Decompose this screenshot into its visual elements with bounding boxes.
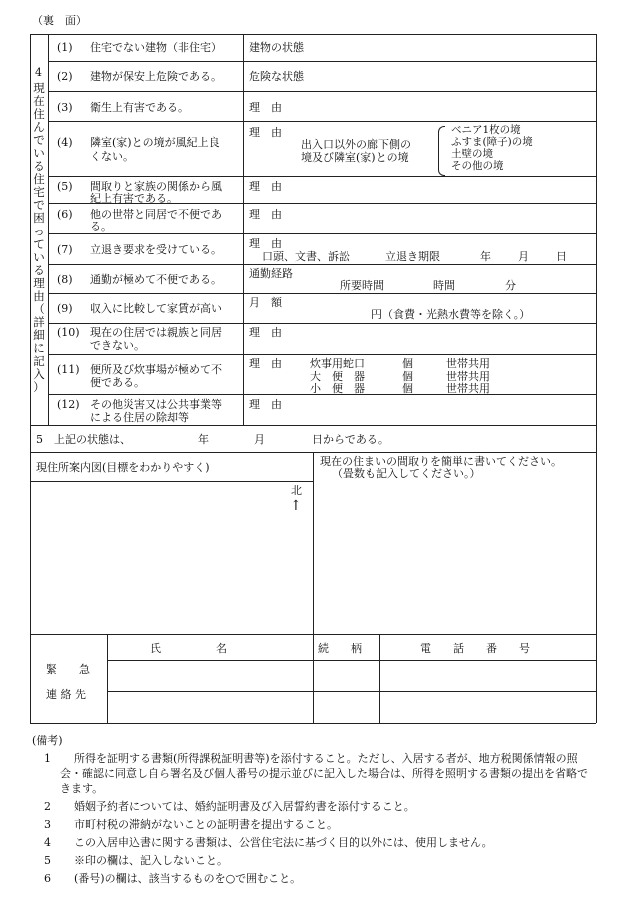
note-6-num: 6: [44, 872, 51, 885]
row-11-detail: 理 由: [249, 357, 282, 370]
vertical-title-char: 住: [33, 172, 45, 186]
note-2-num: 2: [44, 800, 51, 813]
row-10-label-line1: 現在の住居では親族と同居: [90, 326, 222, 339]
note-1-line1: 所得を証明する書類(所得課税証明書等)を添付すること。ただし、入居する者が、地方税関係情報の照: [74, 752, 578, 765]
facility-3-shared: 世帯共用: [446, 382, 490, 395]
side-label: （裏 面）: [32, 14, 87, 27]
row-12-num: (12): [57, 398, 80, 411]
note-3-num: 3: [44, 818, 51, 831]
vertical-title-char: 住: [33, 107, 45, 121]
row-4-sub-left-2: 境及び隣室(家)との境: [301, 151, 409, 164]
row-7-label: 立退き要求を受けている。: [90, 243, 222, 256]
vertical-title-char: 現: [33, 81, 45, 95]
row-11-label-line1: 便所及び炊事場が極めて不: [90, 363, 222, 376]
row-6-num: (6): [57, 208, 73, 221]
vertical-title-char: 由: [33, 289, 45, 303]
section5-year: 年: [198, 433, 209, 446]
contact-2-phone-field[interactable]: [380, 692, 595, 722]
vertical-title-char: い: [33, 250, 45, 264]
vertical-title-char: て: [33, 237, 45, 251]
row-7-sub-methods: 口頭、文書、訴訟: [262, 250, 350, 263]
row-3-label: 衛生上有害である。: [90, 101, 189, 114]
row-7-detail: 理 由: [249, 237, 282, 250]
row-8-sub-time: 所要時間: [340, 279, 384, 292]
row-3-num: (3): [57, 101, 73, 114]
row-4-sub-right-3: 土壁の境: [451, 148, 493, 160]
row-2-num: (2): [57, 70, 73, 83]
row-8-label: 通勤が極めて不便である。: [90, 273, 222, 286]
row-4-sub-right-2: ふすま(障子)の境: [451, 136, 533, 148]
emergency-label-line1: 緊 急: [46, 663, 90, 676]
row-11-label-line2: 便である。: [90, 376, 145, 389]
map-right-title-line1: 現在の住まいの間取りを簡単に書いてください。: [320, 455, 562, 468]
vertical-title-char: 在: [33, 94, 45, 108]
vertical-title-char: 困: [33, 211, 45, 225]
section4-number: 4: [35, 66, 42, 79]
row-7-num: (7): [57, 243, 73, 256]
vertical-title-char: っ: [33, 224, 45, 238]
vertical-title-char: で: [33, 198, 45, 212]
facility-2-unit: 個: [402, 370, 413, 383]
row-9-sub: 円（食費・光熱水費等を除く。）: [371, 308, 531, 321]
row-5-label-line2: 紀上有害である。: [90, 192, 178, 205]
vertical-title-char: （: [33, 302, 45, 316]
row-1-label: 住宅でない建物（非住宅）: [90, 41, 222, 54]
note-5-num: 5: [44, 854, 51, 867]
row-9-num: (9): [57, 302, 73, 315]
row-4-label-line2: くない。: [90, 150, 134, 163]
row-8-detail: 通勤経路: [249, 267, 293, 280]
row-8-sub-minutes: 分: [505, 279, 516, 292]
row-10-detail: 理 由: [249, 326, 282, 339]
row-1-num: (1): [57, 41, 73, 54]
note-1-line3: きます。: [60, 782, 104, 795]
row-9-detail: 月 額: [249, 296, 282, 309]
section5-prefix: 5 上記の状態は、: [36, 433, 131, 446]
vertical-title-char: に: [33, 341, 45, 355]
section5-suffix: 日からである。: [312, 433, 389, 446]
header-name: 氏 名: [150, 642, 227, 655]
vertical-title-char: 理: [33, 276, 45, 290]
row-4-sub-right-4: その他の境: [451, 160, 504, 172]
vertical-title-char: で: [33, 133, 45, 147]
row-6-detail: 理 由: [249, 208, 282, 221]
row-5-num: (5): [57, 180, 73, 193]
note-5-line1: ※印の欄は、記入しないこと。: [74, 854, 228, 867]
row-7-sub-deadline: 立退き期限: [385, 250, 440, 263]
vertical-title-char: ）: [33, 380, 45, 394]
header-relation: 続 柄: [318, 642, 362, 655]
notes-title: (備考): [32, 734, 63, 747]
facility-2-shared: 世帯共用: [446, 370, 490, 383]
row-9-label: 収入に比較して家賃が高い: [90, 302, 222, 315]
contact-1-name-field[interactable]: [108, 661, 312, 690]
row-4-sub-right-1: ベニア1枚の境: [451, 124, 521, 136]
facility-1-unit: 個: [402, 357, 413, 370]
row-1-detail: 建物の状態: [249, 41, 304, 54]
row-4-label-line1: 隣室(家)との境が風紀上良: [90, 136, 220, 149]
row-5-label-line1: 間取りと家族の関係から風: [90, 180, 222, 193]
row-7-sub-day: 日: [556, 250, 567, 263]
vertical-title-char: い: [33, 146, 45, 160]
facility-1-name: 炊事用蛇口: [310, 357, 365, 370]
row-2-detail: 危険な状態: [249, 70, 304, 83]
floorplan-drawing-area[interactable]: [314, 482, 595, 633]
contact-2-relation-field[interactable]: [314, 692, 378, 722]
note-1-line2: 会・確認に同意し自ら署名及び個人番号の提示並びに記入した場合は、所得を照明する書類の提出を省略で: [60, 767, 588, 780]
note-4-line1: この入居申込書に関する書類は、公営住宅法に基づく目的以外には、使用しません。: [74, 836, 493, 849]
note-6-line1: (番号)の欄は、該当するものを○で囲むこと。: [74, 872, 302, 885]
row-12-label-line1: その他災害又は公共事業等: [90, 398, 222, 411]
facility-3-name: 小 便 器: [310, 382, 365, 395]
vertical-title-char: る: [33, 263, 45, 277]
facility-2-name: 大 便 器: [310, 370, 365, 383]
row-3-detail: 理 由: [249, 101, 282, 114]
contact-1-phone-field[interactable]: [380, 661, 595, 690]
map-right-title-line2: （畳数も記入してください。）: [332, 467, 481, 480]
header-phone: 電 話 番 号: [420, 642, 530, 655]
vertical-title-char: 細: [33, 328, 45, 342]
note-3-line1: 市町村税の滞納がないことの証明書を提出すること。: [74, 818, 338, 831]
note-4-num: 4: [44, 836, 51, 849]
vertical-title-char: る: [33, 159, 45, 173]
vertical-title-char: 詳: [33, 315, 45, 329]
row-4-detail: 理 由: [249, 126, 282, 139]
facility-3-unit: 個: [402, 382, 413, 395]
row-11-num: (11): [57, 363, 80, 376]
row-2-label: 建物が保安上危険である。: [90, 70, 222, 83]
north-label: 北: [291, 484, 302, 497]
north-arrow-icon: ↑: [290, 498, 302, 514]
vertical-title-char: ん: [33, 120, 45, 134]
row-12-label-line2: による住居の除却等: [90, 411, 189, 424]
vertical-title-char: 記: [33, 354, 45, 368]
row-6-label-line2: る。: [90, 220, 112, 233]
vertical-title-char: 宅: [33, 185, 45, 199]
row-7-sub-month: 月: [518, 250, 529, 263]
note-1-num: 1: [44, 752, 51, 765]
contact-1-relation-field[interactable]: [314, 661, 378, 690]
map-drawing-area[interactable]: [31, 482, 312, 633]
vertical-title-char: 入: [33, 367, 45, 381]
facility-1-shared: 世帯共用: [446, 357, 490, 370]
brace-bracket: [438, 126, 445, 176]
row-12-detail: 理 由: [249, 398, 282, 411]
row-4-sub-left-1: 出入口以外の廊下側の: [301, 138, 411, 151]
section5-month: 月: [254, 433, 265, 446]
row-10-num: (10): [57, 326, 80, 339]
row-10-label-line2: できない。: [90, 339, 145, 352]
row-7-sub-year: 年: [480, 250, 491, 263]
section4-vertical-title: [31, 82, 47, 394]
row-8-sub-hours: 時間: [433, 279, 455, 292]
emergency-label-line2: 連 絡 先: [46, 688, 86, 701]
row-8-num: (8): [57, 273, 73, 286]
row-5-detail: 理 由: [249, 180, 282, 193]
note-2-line1: 婚姻予約者については、婚約証明書及び入居誓約書を添付すること。: [74, 800, 415, 813]
map-left-title: 現住所案内図(目標をわかりやすく): [36, 461, 210, 474]
contact-2-name-field[interactable]: [108, 692, 312, 722]
row-6-label-line1: 他の世帯と同居で不便であ: [90, 208, 222, 221]
row-4-num: (4): [57, 136, 73, 149]
